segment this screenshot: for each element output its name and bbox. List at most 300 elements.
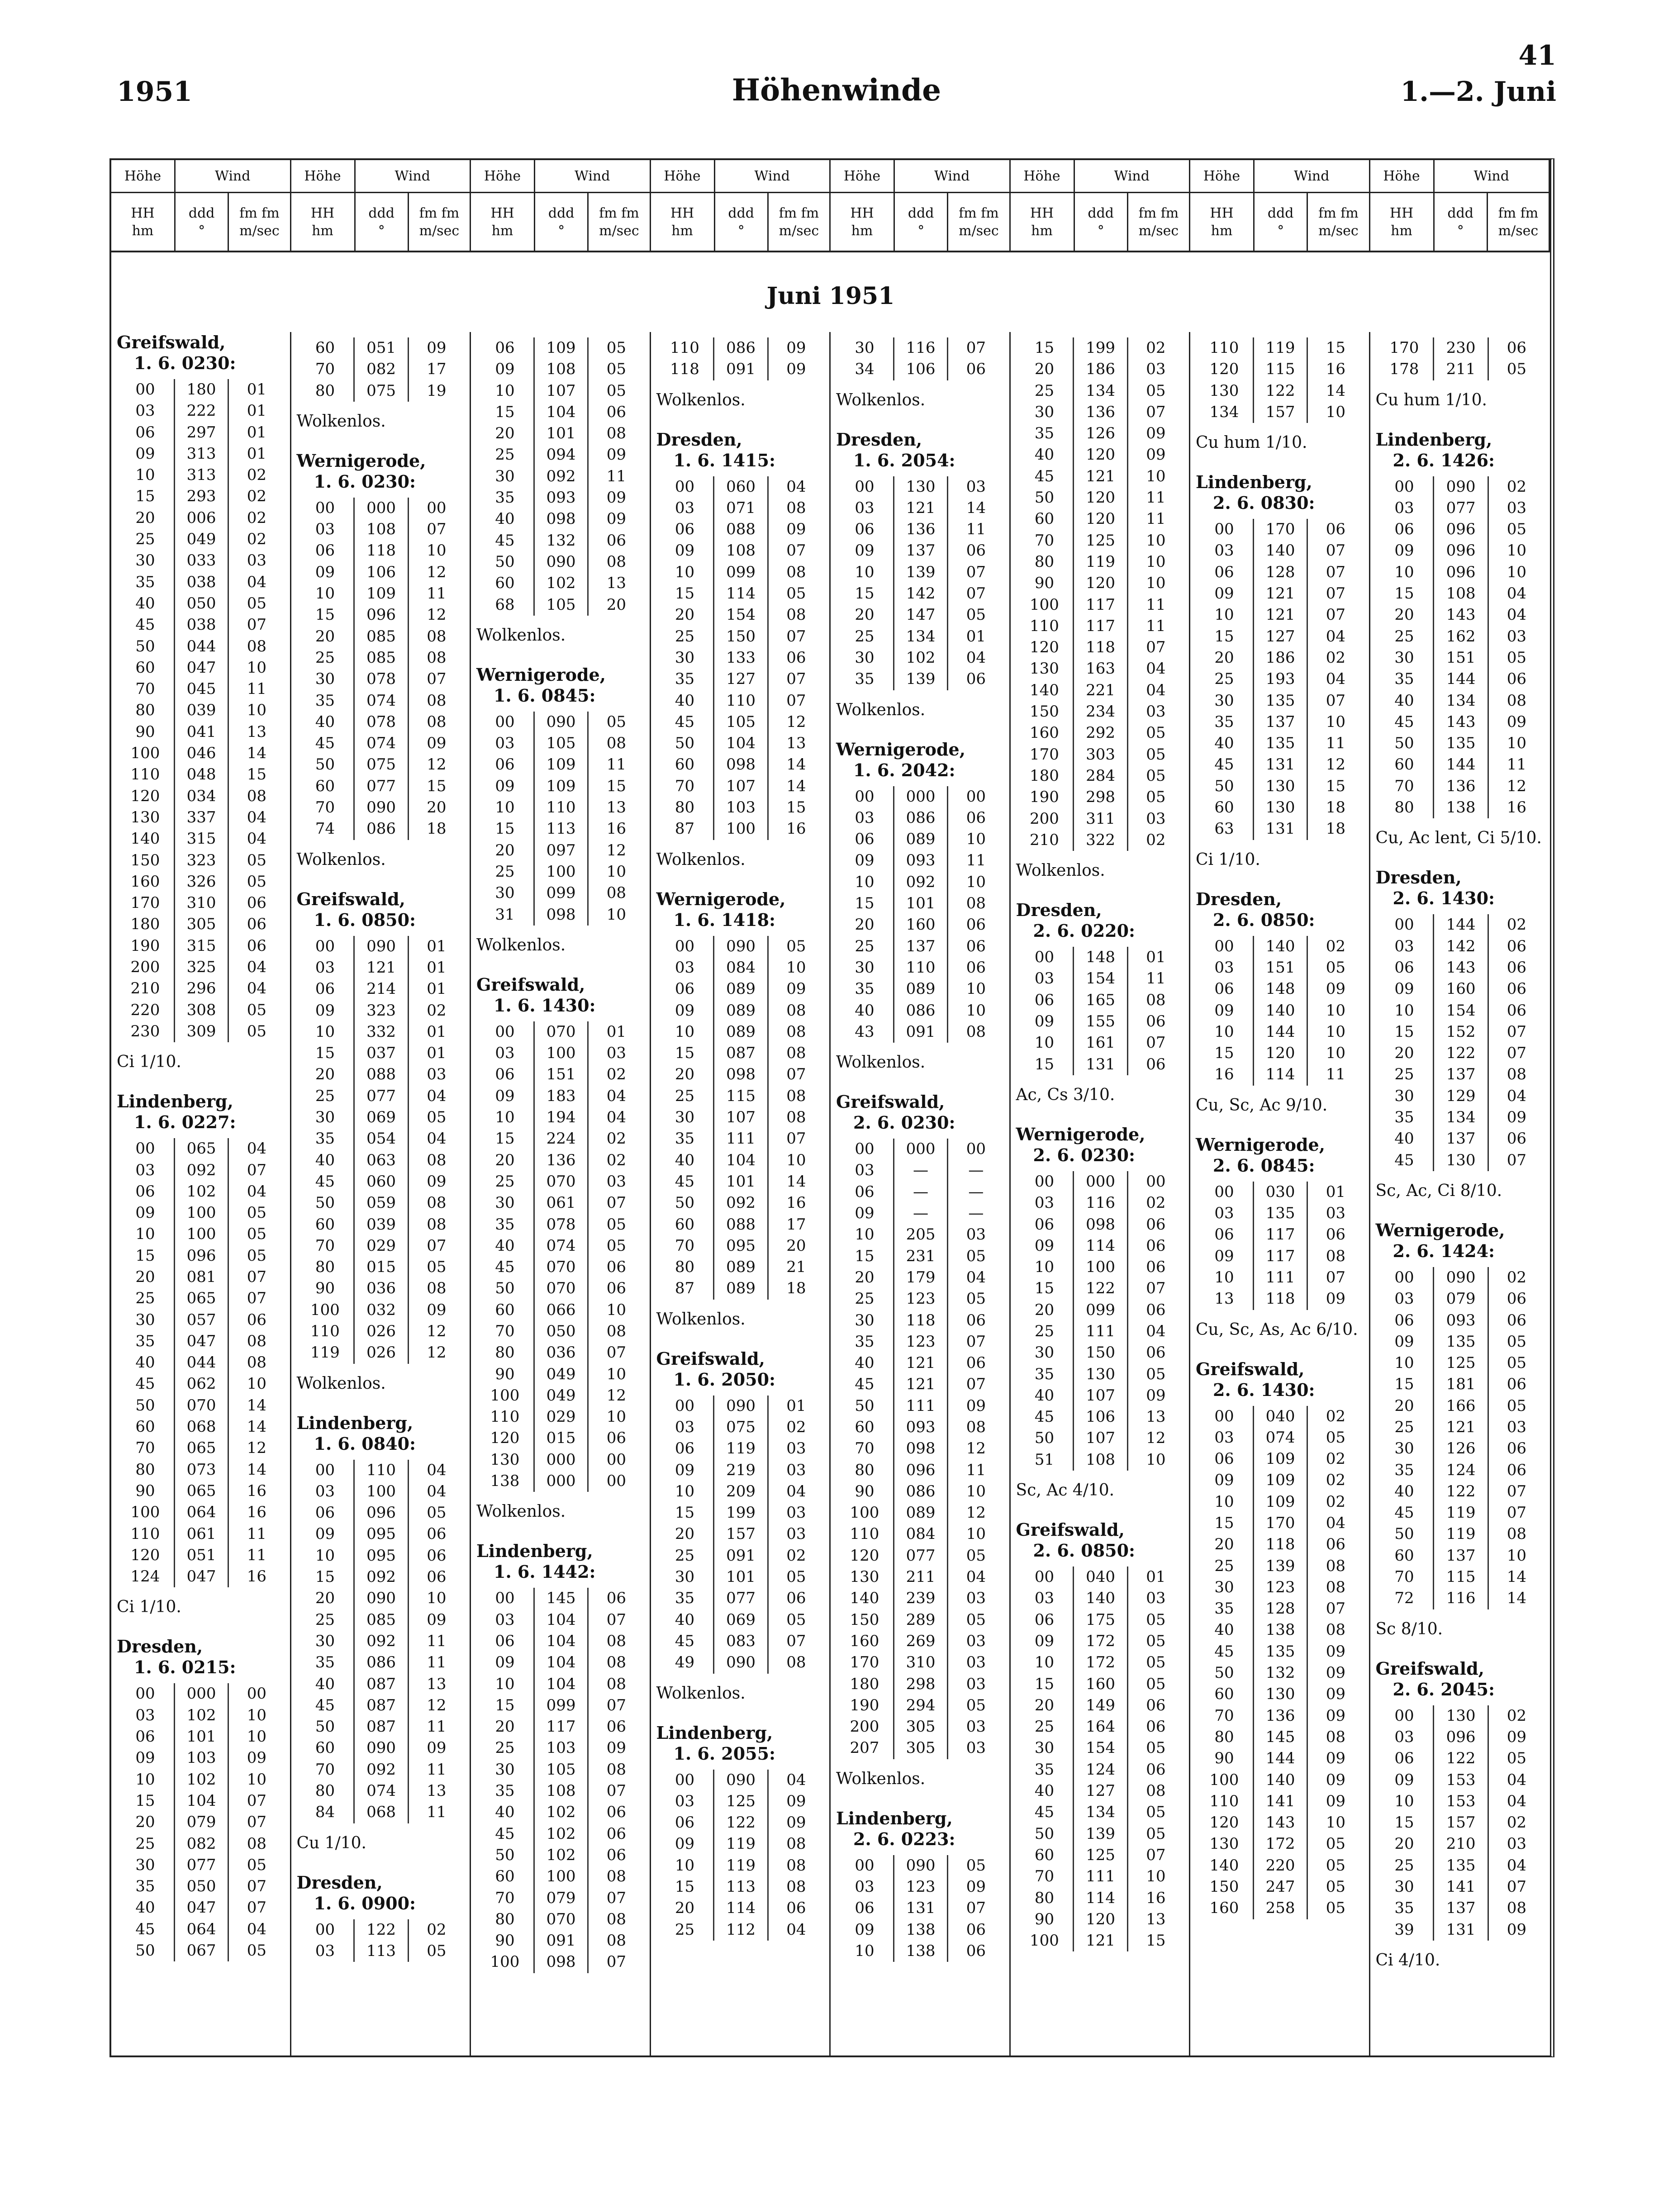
direction-cell: 298 bbox=[1073, 787, 1128, 808]
table-row bbox=[476, 1674, 644, 1695]
direction-cell: 289 bbox=[893, 1609, 948, 1631]
speed-cell: 13 bbox=[606, 574, 626, 593]
direction-cell: 096 bbox=[353, 1502, 409, 1524]
table-row bbox=[1196, 1556, 1364, 1577]
speed-cell: 13 bbox=[606, 798, 626, 817]
speed-cell: 06 bbox=[1146, 1236, 1166, 1255]
height-cell: 00 bbox=[1034, 948, 1055, 967]
speed-cell: 10 bbox=[1507, 541, 1526, 560]
direction-cell: 086 bbox=[893, 1000, 948, 1021]
speed-cell: 10 bbox=[1326, 1044, 1345, 1063]
direction-cell: 108 bbox=[1073, 1449, 1128, 1471]
speed-cell: 02 bbox=[427, 1001, 447, 1020]
height-cell: 35 bbox=[315, 1130, 335, 1148]
direction-cell: 157 bbox=[1433, 1812, 1488, 1833]
height-cell: 30 bbox=[855, 958, 875, 977]
height-cell: 45 bbox=[1214, 755, 1234, 774]
table-row bbox=[117, 443, 285, 465]
table-row bbox=[117, 1352, 285, 1373]
direction-cell: 082 bbox=[353, 359, 409, 380]
speed-cell: 11 bbox=[966, 520, 986, 539]
height-cell: 15 bbox=[315, 1044, 335, 1063]
table-row bbox=[117, 1769, 285, 1790]
direction-cell: 107 bbox=[1073, 1428, 1128, 1449]
height-cell: 45 bbox=[135, 1375, 155, 1393]
direction-cell: 034 bbox=[174, 786, 229, 807]
direction-cell: 132 bbox=[533, 530, 589, 551]
height-cell: 25 bbox=[1034, 1322, 1055, 1340]
height-cell: 40 bbox=[675, 691, 695, 710]
table-row bbox=[476, 1342, 644, 1363]
table-column bbox=[471, 332, 651, 2055]
speed-cell: 12 bbox=[966, 1439, 986, 1458]
table-row bbox=[476, 1652, 644, 1673]
height-cell: 00 bbox=[855, 1140, 875, 1158]
height-cell: 10 bbox=[855, 563, 875, 581]
direction-cell: 098 bbox=[893, 1438, 948, 1459]
height-cell: 40 bbox=[135, 1899, 155, 1917]
height-cell: 10 bbox=[1394, 1001, 1414, 1020]
direction-cell: 114 bbox=[713, 583, 768, 604]
table-row bbox=[656, 978, 824, 1000]
direction-cell: 086 bbox=[893, 807, 948, 829]
height-cell: 30 bbox=[1034, 1343, 1055, 1362]
table-row bbox=[656, 669, 824, 690]
table-row bbox=[476, 712, 644, 733]
direction-cell: 047 bbox=[174, 657, 229, 679]
direction-cell: 325 bbox=[174, 957, 229, 978]
speed-cell: 09 bbox=[1326, 1685, 1345, 1704]
table-column bbox=[111, 332, 291, 2055]
table-row bbox=[1376, 1588, 1545, 1609]
direction-cell: 172 bbox=[1073, 1631, 1128, 1652]
table-row bbox=[836, 583, 1004, 604]
direction-cell: 090 bbox=[353, 936, 409, 957]
speed-cell: 03 bbox=[966, 1653, 986, 1672]
direction-cell: 120 bbox=[1073, 573, 1128, 594]
speed-cell: 06 bbox=[1507, 937, 1526, 955]
header-year: 1951 bbox=[117, 76, 192, 108]
direction-cell: 313 bbox=[174, 443, 229, 465]
direction-cell: 057 bbox=[174, 1310, 229, 1331]
height-cell: 09 bbox=[495, 1653, 515, 1672]
direction-cell: 032 bbox=[353, 1300, 409, 1321]
direction-cell: 000 bbox=[174, 1683, 229, 1704]
height-cell: 60 bbox=[315, 1215, 335, 1234]
station-block bbox=[297, 1413, 465, 1854]
height-cell: 180 bbox=[850, 1675, 879, 1693]
height-cell: 10 bbox=[495, 798, 515, 817]
speed-cell: 10 bbox=[786, 1151, 806, 1169]
table-row bbox=[476, 1278, 644, 1299]
table-row bbox=[1016, 1737, 1184, 1759]
direction-label: ddd bbox=[548, 205, 575, 221]
wind-rows bbox=[1016, 1171, 1184, 1471]
direction-cell: 143 bbox=[1433, 957, 1488, 978]
table-row bbox=[476, 1631, 644, 1652]
direction-cell: 109 bbox=[1253, 1448, 1308, 1470]
speed-cell: 12 bbox=[427, 1696, 447, 1714]
cloud-note: Wolkenlos. bbox=[1016, 861, 1105, 880]
table-row bbox=[117, 422, 285, 443]
table-row bbox=[1376, 1566, 1545, 1588]
direction-cell: 111 bbox=[713, 1128, 768, 1149]
direction-unit: ° bbox=[1457, 223, 1464, 239]
speed-cell: 09 bbox=[427, 1172, 447, 1191]
table-row bbox=[656, 754, 824, 775]
height-cell: 30 bbox=[1034, 1739, 1055, 1757]
height-cell: 35 bbox=[495, 1215, 515, 1234]
table-row bbox=[656, 690, 824, 712]
table-row bbox=[117, 957, 285, 978]
table-row bbox=[1376, 1107, 1545, 1128]
height-cell: 30 bbox=[675, 648, 695, 667]
height-cell: 03 bbox=[135, 1161, 155, 1179]
table-row bbox=[836, 1652, 1004, 1673]
direction-cell: 096 bbox=[1433, 540, 1488, 561]
speed-cell: 08 bbox=[786, 1022, 806, 1041]
height-group-label: Höhe bbox=[1190, 160, 1255, 192]
direction-cell: 293 bbox=[174, 486, 229, 507]
table-row bbox=[297, 936, 465, 957]
table-row bbox=[117, 1224, 285, 1245]
table-row bbox=[656, 1770, 824, 1791]
table-row bbox=[117, 1897, 285, 1918]
direction-cell: 088 bbox=[353, 1064, 409, 1085]
direction-cell: 130 bbox=[1433, 1150, 1488, 1171]
speed-cell: 01 bbox=[1326, 1182, 1345, 1201]
height-cell: 40 bbox=[315, 1151, 335, 1169]
height-cell: 70 bbox=[1394, 777, 1414, 795]
speed-cell: 03 bbox=[786, 1461, 806, 1479]
speed-cell: 11 bbox=[247, 1524, 266, 1543]
speed-cell: 00 bbox=[606, 1450, 626, 1469]
speed-cell: 11 bbox=[1146, 510, 1166, 528]
table-row bbox=[656, 1000, 824, 1021]
table-row bbox=[836, 1288, 1004, 1310]
speed-cell: 08 bbox=[247, 1353, 266, 1372]
speed-cell: 07 bbox=[1146, 1034, 1166, 1052]
speed-unit: m/sec bbox=[1498, 223, 1539, 239]
direction-cell: 172 bbox=[1253, 1833, 1308, 1855]
table-row bbox=[297, 712, 465, 733]
height-cell: 06 bbox=[675, 520, 695, 539]
height-cell: 170 bbox=[850, 1653, 879, 1672]
speed-cell: 05 bbox=[1146, 724, 1166, 742]
speed-cell: 07 bbox=[1326, 606, 1345, 624]
speed-cell: 07 bbox=[1507, 1044, 1526, 1063]
table-row bbox=[1016, 508, 1184, 530]
table-row bbox=[117, 636, 285, 657]
station-block bbox=[117, 1091, 285, 1618]
height-cell: 45 bbox=[315, 1172, 335, 1191]
direction-cell: 075 bbox=[713, 1417, 768, 1438]
speed-cell: 02 bbox=[606, 1151, 626, 1169]
height-cell: 00 bbox=[1214, 1407, 1234, 1425]
height-group-label: Höhe bbox=[651, 160, 715, 192]
height-cell: 00 bbox=[495, 1589, 515, 1608]
table-row bbox=[656, 1043, 824, 1064]
speed-cell: 05 bbox=[1146, 1824, 1166, 1843]
table-row bbox=[1196, 1684, 1364, 1705]
height-cell: 40 bbox=[135, 594, 155, 612]
direction-cell: 029 bbox=[353, 1235, 409, 1257]
speed-cell: 06 bbox=[966, 1920, 986, 1939]
speed-cell: 11 bbox=[427, 1653, 447, 1672]
table-row bbox=[117, 1021, 285, 1042]
table-row bbox=[476, 1823, 644, 1845]
station-block bbox=[1376, 1220, 1545, 1640]
height-group-label: Höhe bbox=[111, 160, 176, 192]
direction-cell: 247 bbox=[1253, 1876, 1308, 1898]
speed-cell: 08 bbox=[786, 1108, 806, 1127]
station-block bbox=[476, 337, 644, 646]
speed-cell: 10 bbox=[427, 1589, 447, 1608]
height-cell: 140 bbox=[130, 830, 160, 848]
table-row bbox=[1196, 540, 1364, 561]
table-row bbox=[1196, 776, 1364, 797]
table-row bbox=[117, 1524, 285, 1545]
height-cell: 15 bbox=[675, 1878, 695, 1896]
height-cell: 00 bbox=[315, 1461, 335, 1479]
table-row bbox=[476, 1192, 644, 1214]
direction-cell: 126 bbox=[1073, 423, 1128, 444]
table-row bbox=[656, 1235, 824, 1257]
speed-cell: 16 bbox=[247, 1503, 266, 1522]
height-cell: 15 bbox=[495, 403, 515, 421]
direction-cell: 084 bbox=[713, 957, 768, 978]
direction-cell: 118 bbox=[1253, 1534, 1308, 1555]
height-cell: 35 bbox=[1394, 1461, 1414, 1479]
station-name: Lindenberg, bbox=[296, 1412, 413, 1433]
height-cell: 45 bbox=[315, 1696, 335, 1714]
station-block bbox=[1196, 1359, 1364, 1919]
table-row bbox=[656, 1588, 824, 1609]
table-row bbox=[1196, 380, 1364, 402]
table-row bbox=[1196, 754, 1364, 775]
speed-cell: 03 bbox=[606, 1044, 626, 1063]
speed-cell: 07 bbox=[247, 1899, 266, 1917]
table-row bbox=[476, 1171, 644, 1192]
table-row bbox=[1376, 626, 1545, 647]
table-row bbox=[836, 604, 1004, 626]
height-cell: 03 bbox=[495, 1610, 515, 1629]
table-row bbox=[1376, 1353, 1545, 1374]
speed-cell: 16 bbox=[606, 820, 626, 838]
direction-cell: 109 bbox=[1253, 1491, 1308, 1513]
speed-cell: 05 bbox=[1146, 788, 1166, 807]
direction-cell: 136 bbox=[1433, 776, 1488, 797]
height-cell: 90 bbox=[1034, 574, 1055, 593]
direction-cell: 137 bbox=[893, 540, 948, 561]
table-row bbox=[836, 359, 1004, 380]
direction-cell: 142 bbox=[893, 583, 948, 604]
height-cell: 15 bbox=[855, 584, 875, 603]
height-cell: 03 bbox=[1214, 958, 1234, 977]
height-cell: 120 bbox=[130, 1546, 160, 1564]
height-cell: 06 bbox=[495, 339, 515, 357]
direction-cell: 186 bbox=[1253, 647, 1308, 669]
speed-cell: 06 bbox=[247, 936, 266, 955]
direction-cell: 086 bbox=[893, 1481, 948, 1502]
speed-cell: 08 bbox=[606, 1932, 626, 1950]
speed-cell: 05 bbox=[1507, 360, 1526, 379]
height-cell: 90 bbox=[855, 1482, 875, 1500]
speed-cell: 02 bbox=[1146, 339, 1166, 357]
direction-cell: 125 bbox=[1433, 1353, 1488, 1374]
table-row bbox=[297, 1171, 465, 1192]
table-row bbox=[656, 1438, 824, 1459]
header-row-groups bbox=[831, 160, 1009, 193]
speed-header-cell bbox=[1308, 193, 1369, 251]
table-row bbox=[1016, 1588, 1184, 1609]
height-cell: 80 bbox=[315, 1782, 335, 1800]
table-row bbox=[836, 1000, 1004, 1021]
table-row bbox=[297, 1652, 465, 1673]
speed-cell: 00 bbox=[966, 787, 986, 806]
speed-cell: 08 bbox=[966, 894, 986, 913]
speed-cell: 14 bbox=[247, 1460, 266, 1479]
direction-cell: 121 bbox=[893, 1353, 948, 1374]
height-cell: 150 bbox=[130, 851, 160, 869]
header-row-units bbox=[831, 193, 1009, 251]
direction-cell: 115 bbox=[1253, 359, 1308, 380]
direction-cell: 309 bbox=[174, 1021, 229, 1042]
table-row bbox=[1376, 754, 1545, 775]
height-cell: 20 bbox=[675, 1065, 695, 1084]
direction-cell: 160 bbox=[1433, 978, 1488, 1000]
direction-cell: 036 bbox=[353, 1278, 409, 1299]
speed-cell: 05 bbox=[247, 872, 266, 891]
height-cell: 70 bbox=[135, 1439, 155, 1457]
table-row bbox=[117, 465, 285, 486]
direction-cell: 112 bbox=[713, 1919, 768, 1941]
speed-cell: 07 bbox=[966, 584, 986, 603]
direction-cell: 045 bbox=[174, 679, 229, 700]
table-row bbox=[1016, 1428, 1184, 1449]
height-cell: 30 bbox=[315, 1632, 335, 1650]
direction-cell: 099 bbox=[533, 1695, 589, 1716]
speed-cell: 08 bbox=[247, 1834, 266, 1853]
direction-cell: 127 bbox=[1253, 626, 1308, 647]
speed-cell: 11 bbox=[427, 1803, 447, 1822]
speed-cell: 11 bbox=[1146, 489, 1166, 507]
direction-cell: 121 bbox=[1253, 583, 1308, 604]
height-cell: 30 bbox=[135, 1310, 155, 1329]
table-row bbox=[1376, 647, 1545, 669]
speed-cell: 09 bbox=[1146, 446, 1166, 464]
speed-cell: 04 bbox=[427, 1130, 447, 1148]
cloud-note: Wolkenlos. bbox=[656, 390, 746, 409]
direction-cell: 077 bbox=[353, 1086, 409, 1107]
height-cell: 06 bbox=[855, 1182, 875, 1201]
speed-cell: 08 bbox=[1326, 1578, 1345, 1596]
height-cell: 119 bbox=[310, 1343, 340, 1362]
direction-cell: 101 bbox=[713, 1171, 768, 1192]
height-cell: 80 bbox=[1034, 552, 1055, 571]
speed-cell: 10 bbox=[606, 1365, 626, 1383]
height-cell: 30 bbox=[855, 1311, 875, 1329]
height-cell: 45 bbox=[1394, 1151, 1414, 1169]
height-cell: 20 bbox=[1394, 1044, 1414, 1063]
speed-cell: 08 bbox=[786, 1044, 806, 1063]
direction-cell: 120 bbox=[1253, 1043, 1308, 1064]
page-header bbox=[117, 40, 1556, 108]
speed-cell: 05 bbox=[606, 712, 626, 731]
height-cell: 06 bbox=[495, 755, 515, 774]
direction-cell: 144 bbox=[1433, 669, 1488, 690]
direction-cell: 143 bbox=[1433, 604, 1488, 626]
speed-cell: 10 bbox=[1507, 563, 1526, 581]
cloud-note: Cu, Sc, Ac 9/10. bbox=[1196, 1096, 1328, 1115]
observation-time: 2. 6. 1430: bbox=[1213, 1379, 1315, 1400]
height-cell: 09 bbox=[135, 1204, 155, 1222]
direction-cell: 151 bbox=[1433, 647, 1488, 669]
table-row bbox=[117, 935, 285, 957]
speed-cell: 11 bbox=[427, 1718, 447, 1736]
speed-cell: 10 bbox=[606, 862, 626, 881]
table-row bbox=[1196, 978, 1364, 1000]
height-unit: hm bbox=[491, 223, 513, 239]
table-row bbox=[836, 914, 1004, 935]
direction-cell: 150 bbox=[1073, 1342, 1128, 1363]
wind-rows bbox=[297, 1919, 465, 1962]
table-row bbox=[1196, 1513, 1364, 1534]
height-cell: 03 bbox=[1214, 1428, 1234, 1447]
height-cell: 70 bbox=[1394, 1568, 1414, 1586]
speed-cell: 11 bbox=[1507, 755, 1526, 774]
height-cell: 25 bbox=[315, 648, 335, 667]
height-label: HH bbox=[1030, 205, 1054, 221]
direction-cell: 039 bbox=[174, 700, 229, 721]
speed-cell: 12 bbox=[427, 606, 447, 624]
wind-rows bbox=[1196, 1182, 1364, 1310]
height-group-label: Höhe bbox=[1011, 160, 1075, 192]
height-cell: 06 bbox=[1214, 1225, 1234, 1244]
table-row bbox=[1196, 797, 1364, 818]
direction-cell: 134 bbox=[1433, 690, 1488, 712]
speed-cell: 07 bbox=[1326, 691, 1345, 710]
direction-cell: 147 bbox=[893, 604, 948, 626]
height-cell: 100 bbox=[1209, 1771, 1239, 1789]
speed-cell: 04 bbox=[247, 1182, 266, 1201]
speed-cell: 03 bbox=[966, 1632, 986, 1650]
table-row bbox=[836, 1716, 1004, 1737]
table-row bbox=[1376, 733, 1545, 754]
direction-cell: 103 bbox=[533, 1737, 589, 1759]
table-row bbox=[297, 1674, 465, 1695]
direction-cell: 209 bbox=[713, 1481, 768, 1502]
height-cell: 15 bbox=[1034, 339, 1055, 357]
direction-cell: 071 bbox=[713, 498, 768, 519]
height-cell: 30 bbox=[675, 1108, 695, 1127]
height-cell: 25 bbox=[495, 862, 515, 881]
height-cell: 40 bbox=[1034, 1386, 1055, 1405]
table-column-header bbox=[111, 160, 1550, 252]
table-row bbox=[1016, 1235, 1184, 1257]
table-row bbox=[836, 647, 1004, 669]
table-row bbox=[1376, 1502, 1545, 1524]
speed-cell: 07 bbox=[1326, 1600, 1345, 1618]
height-cell: 06 bbox=[1034, 991, 1055, 1009]
table-row bbox=[1376, 1417, 1545, 1438]
speed-cell: 05 bbox=[1146, 1632, 1166, 1650]
speed-cell: 05 bbox=[786, 1610, 806, 1629]
table-row bbox=[1196, 1577, 1364, 1598]
height-cell: 70 bbox=[675, 777, 695, 795]
speed-unit: m/sec bbox=[239, 223, 280, 239]
height-cell: 180 bbox=[1030, 766, 1059, 785]
